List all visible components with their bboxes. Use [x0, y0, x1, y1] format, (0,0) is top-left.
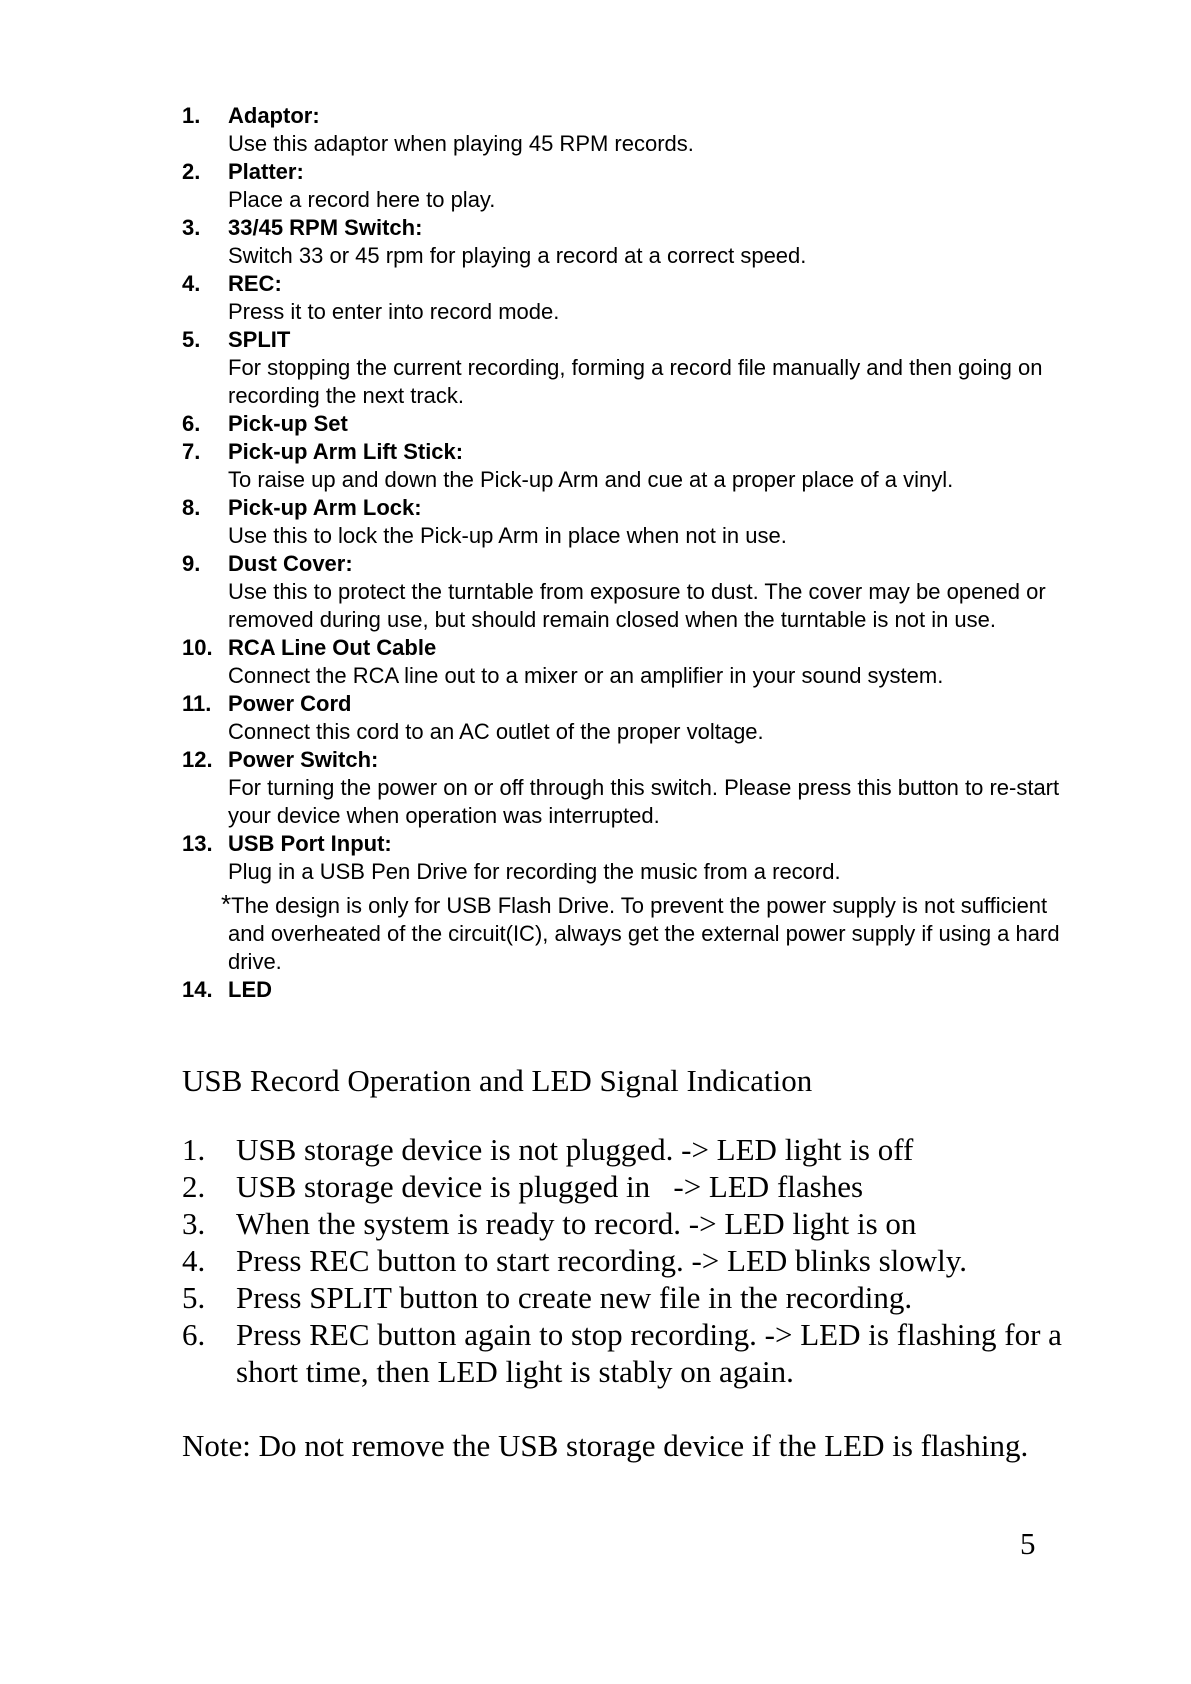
part-description: Connect this cord to an AC outlet of the proper voltage.	[228, 719, 764, 744]
part-number: 14.	[182, 977, 213, 1002]
step-number: 4.	[182, 1243, 206, 1278]
step-number: 3.	[182, 1206, 206, 1241]
part-number: 10.	[182, 635, 213, 660]
step-item	[182, 1242, 1062, 1279]
section-heading: USB Record Operation and LED Signal Indication	[182, 1063, 813, 1098]
part-number: 2.	[182, 159, 201, 184]
part-item-usb-port	[182, 830, 1062, 976]
part-description: Connect the RCA line out to a mixer or an amplifier in your sound system.	[228, 663, 944, 688]
part-item-power-cord	[182, 690, 1062, 746]
part-number: 4.	[182, 271, 201, 296]
step-text: USB storage device is not plugged. -> LED light is off	[236, 1132, 914, 1167]
part-number: 11.	[182, 691, 212, 716]
part-description: Use this to lock the Pick-up Arm in place when not in use.	[228, 523, 787, 548]
part-title: RCA Line Out Cable	[228, 635, 437, 660]
part-title: Adaptor:	[228, 103, 320, 128]
part-description: For stopping the current recording, forming a record file manually and then going on recording the next track.	[228, 355, 1043, 408]
steps-list	[182, 1131, 1062, 1390]
step-number: 2.	[182, 1169, 206, 1204]
part-description: Place a record here to play.	[228, 187, 496, 212]
step-item	[182, 1131, 1062, 1168]
usb-record-operation	[182, 1062, 1062, 1464]
part-item-platter	[182, 158, 1062, 214]
part-item-split	[182, 326, 1062, 410]
step-text: When the system is ready to record. -> LED light is on	[236, 1206, 917, 1241]
part-title: Power Switch:	[228, 747, 379, 772]
step-number: 1.	[182, 1132, 206, 1167]
usb-flash-note	[221, 889, 1062, 976]
part-title: USB Port Input:	[228, 831, 392, 856]
part-item-led	[182, 976, 1062, 1004]
part-title: Platter:	[228, 159, 304, 184]
part-title: Pick-up Set	[228, 411, 348, 436]
part-title: LED	[228, 977, 272, 1002]
part-item-adaptor	[182, 102, 1062, 158]
part-item-pickup-set	[182, 410, 1062, 438]
part-number: 6.	[182, 411, 201, 436]
parts-list	[182, 102, 1062, 1004]
step-item	[182, 1205, 1062, 1242]
step-text: Press REC button to start recording. -> LED blinks slowly.	[236, 1243, 967, 1278]
page-number: 5	[1020, 1526, 1036, 1561]
step-text: USB storage device is plugged in -> LED flashes	[236, 1169, 864, 1204]
asterisk-mark: *	[221, 889, 232, 919]
part-item-arm-lock	[182, 494, 1062, 550]
part-description: Use this to protect the turntable from exposure to dust. The cover may be opened or removed during use, but should remain closed when the turntable is not in use.	[228, 579, 1046, 632]
part-item-dust-cover	[182, 550, 1062, 634]
step-text: Press SPLIT button to create new file in the recording.	[236, 1280, 913, 1315]
part-number: 13.	[182, 831, 213, 856]
part-number: 12.	[182, 747, 213, 772]
part-title: Dust Cover:	[228, 551, 353, 576]
part-number: 1.	[182, 103, 201, 128]
step-number: 5.	[182, 1280, 206, 1315]
part-title: Pick-up Arm Lock:	[228, 495, 422, 520]
warning-note: Note: Do not remove the USB storage device if the LED is flashing.	[182, 1428, 1029, 1463]
part-number: 9.	[182, 551, 201, 576]
step-item	[182, 1279, 1062, 1316]
step-number: 6.	[182, 1317, 206, 1352]
part-item-arm-lift-stick	[182, 438, 1062, 494]
part-description: Press it to enter into record mode.	[228, 299, 560, 324]
part-description: Plug in a USB Pen Drive for recording the music from a record.	[228, 859, 841, 884]
step-item	[182, 1316, 1062, 1390]
part-title: Power Cord	[228, 691, 352, 716]
part-item-rpm-switch	[182, 214, 1062, 270]
part-number: 8.	[182, 495, 201, 520]
part-item-rec	[182, 270, 1062, 326]
part-title: REC:	[228, 271, 282, 296]
part-number: 7.	[182, 439, 201, 464]
usb-flash-note-text: The design is only for USB Flash Drive. To prevent the power supply is not sufficient and overheated of the circuit(IC), always get the external power supply if using a hard drive.	[228, 893, 1060, 974]
part-number: 5.	[182, 327, 201, 352]
part-title: 33/45 RPM Switch:	[228, 215, 423, 240]
part-description: Use this adaptor when playing 45 RPM records.	[228, 131, 694, 156]
part-item-rca-cable	[182, 634, 1062, 690]
part-title: SPLIT	[228, 327, 291, 352]
part-description: For turning the power on or off through this switch. Please press this button to re-start your device when operation was interrupted.	[228, 775, 1060, 828]
part-title: Pick-up Arm Lift Stick:	[228, 439, 464, 464]
part-description: Switch 33 or 45 rpm for playing a record at a correct speed.	[228, 243, 807, 268]
part-number: 3.	[182, 215, 201, 240]
step-text: Press REC button again to stop recording. -> LED is flashing for a short time, then LED light is stably on again.	[236, 1317, 1062, 1389]
part-item-power-switch	[182, 746, 1062, 830]
step-item	[182, 1168, 1062, 1205]
part-description: To raise up and down the Pick-up Arm and cue at a proper place of a vinyl.	[228, 467, 954, 492]
